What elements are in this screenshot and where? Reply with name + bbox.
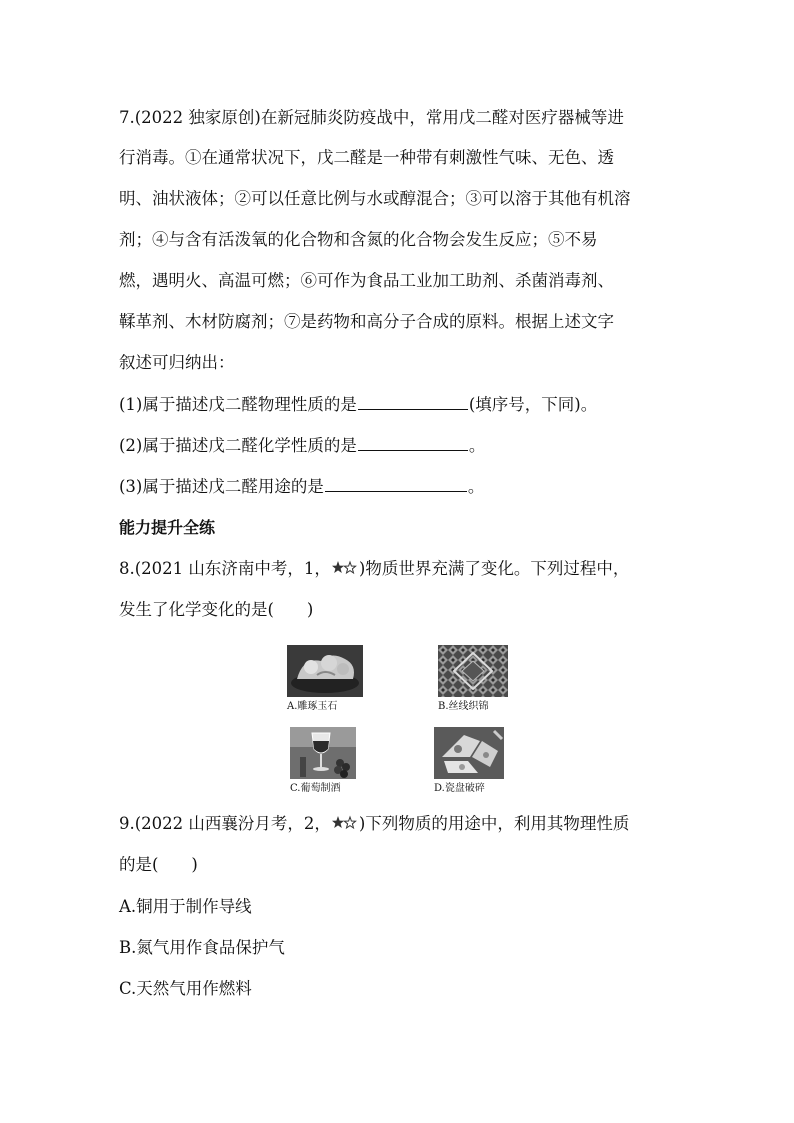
q8-option-c-caption: C.葡萄制酒 (290, 783, 341, 794)
q7-sub-3 (119, 475, 694, 498)
difficulty-stars-icon (332, 815, 358, 837)
q9-option-c[interactable]: C.天然气用作燃料 (119, 979, 252, 998)
q7-line-2: 行消毒。①在通常状况下，戊二醛是一种带有刺激性气味、无色、透 (119, 148, 614, 167)
q9-stem: )下列物质的用途中，利用其物理性质 (358, 814, 630, 833)
broken-plate-photo (434, 727, 504, 783)
q7-sub-1 (119, 393, 694, 416)
q7-sub-3-suffix: 。 (467, 477, 485, 496)
q9-line-2: 的是( ) (119, 855, 198, 874)
q7-line-7: 叙述可归纳出： (119, 353, 235, 372)
answer-blank-3[interactable] (325, 475, 467, 492)
answer-blank-2[interactable] (358, 434, 468, 451)
brocade-weaving-photo (438, 645, 508, 701)
q8-option-a[interactable] (287, 645, 363, 715)
q8-stem: )物质世界充满了变化。下列过程中， (358, 559, 630, 578)
q7-line-4: 剂；④与含有活泼氧的化合物和含氮的化合物会发生反应；⑤不易 (119, 230, 598, 249)
q9-source: 9.(2022 山西襄汾月考，2， (119, 814, 331, 833)
difficulty-stars-icon (332, 560, 358, 582)
q9-option-b[interactable]: B.氮气用作食品保护气 (119, 938, 285, 957)
q7-sub-1-suffix: (填序号，下同)。 (468, 395, 598, 414)
q9-line-1 (119, 813, 694, 837)
q8-option-d-caption: D.瓷盘破碎 (434, 783, 485, 794)
q8-option-b-caption: B.丝线织锦 (438, 701, 489, 712)
wine-making-photo (290, 727, 356, 783)
q8-line-2: 发生了化学变化的是( ) (119, 600, 314, 619)
q7-sub-2-suffix: 。 (468, 436, 486, 455)
q7-sub-3-text: (3)属于描述戊二醛用途的是 (119, 477, 324, 496)
q7-line-6: 鞣革剂、木材防腐剂；⑦是药物和高分子合成的原料。根据上述文字 (119, 312, 614, 331)
q8-line-1 (119, 558, 694, 582)
q7-sub-1-text: (1)属于描述戊二醛物理性质的是 (119, 395, 357, 414)
q7-line-1: 7.(2022 独家原创)在新冠肺炎防疫战中，常用戊二醛对医疗器械等进 (119, 108, 624, 127)
q7-line-5: 燃，遇明火、高温可燃；⑥可作为食品工业加工助剂、杀菌消毒剂、 (119, 271, 614, 290)
q7-sub-2-text: (2)属于描述戊二醛化学性质的是 (119, 436, 357, 455)
jade-carving-photo (287, 645, 363, 701)
answer-blank-1[interactable] (358, 393, 468, 410)
q7-line-3: 明、油状液体；②可以任意比例与水或醇混合；③可以溶于其他有机溶 (119, 189, 631, 208)
q8-option-c[interactable] (290, 727, 360, 797)
q8-source: 8.(2021 山东济南中考，1， (119, 559, 331, 578)
q7-sub-2 (119, 434, 694, 457)
section-title: 能力提升全练 (119, 518, 216, 537)
q8-option-a-caption: A.雕琢玉石 (287, 701, 338, 712)
q8-option-d[interactable] (434, 727, 506, 797)
q8-option-b[interactable] (438, 645, 514, 715)
q9-option-a[interactable]: A.铜用于制作导线 (119, 897, 252, 916)
